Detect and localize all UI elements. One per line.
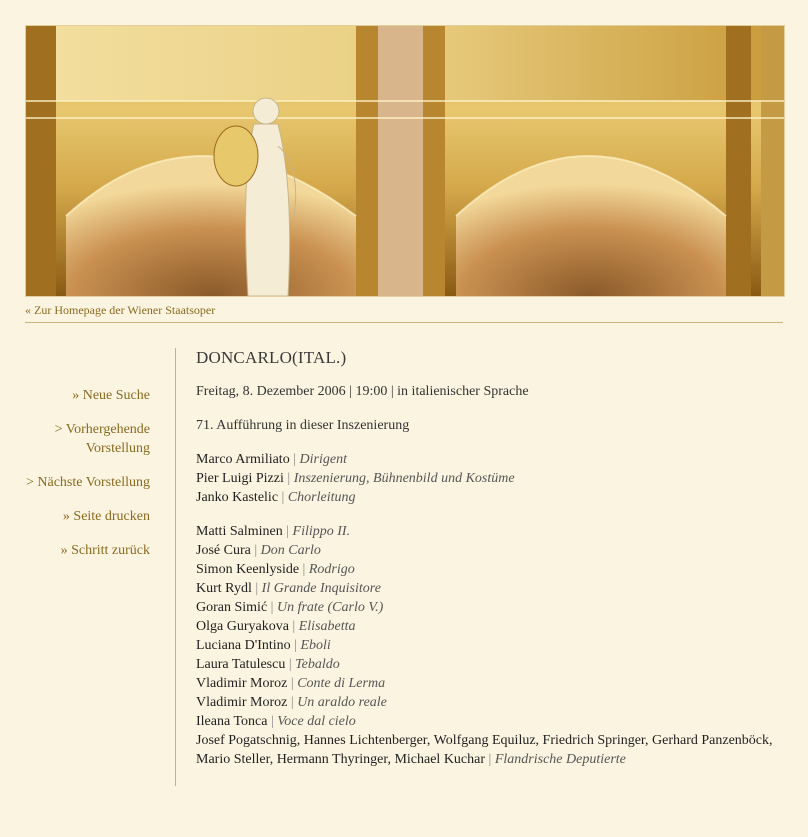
- separator: |: [285, 657, 296, 672]
- person-name: Marco Armiliato: [196, 452, 290, 467]
- cast-row: [196, 693, 776, 712]
- separator: |: [250, 543, 261, 558]
- team-row: [196, 488, 776, 507]
- header-banner-image: [25, 25, 785, 297]
- separator: |: [251, 581, 262, 596]
- performance-details: [196, 348, 776, 784]
- performance-date: Freitag, 8. Dezember 2006 | 19:00 | in italienischer Sprache: [196, 384, 529, 399]
- person-name: Vladimir Moroz: [196, 676, 288, 691]
- separator: |: [267, 714, 278, 729]
- person-name: Vladimir Moroz: [196, 695, 288, 710]
- cast-row: [196, 617, 776, 636]
- separator: |: [278, 490, 288, 505]
- person-name: Janko Kastelic: [196, 490, 279, 505]
- person-name: Matti Salminen: [196, 524, 283, 539]
- separator: |: [299, 562, 309, 577]
- cast-row: [196, 655, 776, 674]
- sidebar-item-next-performance[interactable]: > Nächste Vorstellung: [25, 475, 150, 490]
- separator: |: [287, 676, 298, 691]
- person-name: Kurt Rydl: [196, 581, 252, 596]
- sidebar-nav: [10, 386, 150, 575]
- person-name: Ileana Tonca: [196, 714, 268, 729]
- separator: |: [267, 600, 277, 615]
- production-team-list: [196, 450, 776, 507]
- cast-row: [196, 598, 776, 617]
- cast-row: [196, 636, 776, 655]
- separator: |: [282, 524, 293, 539]
- separator: |: [290, 638, 301, 653]
- person-name: Olga Guryakova: [196, 619, 289, 634]
- person-role: Un araldo reale: [297, 695, 387, 710]
- person-role: Eboli: [300, 638, 331, 653]
- page-title: DONCARLO(ITAL.): [196, 348, 347, 367]
- person-role: Rodrigo: [308, 562, 355, 577]
- person-role: Chorleitung: [287, 490, 356, 505]
- cast-row: [196, 522, 776, 541]
- team-row: [196, 469, 776, 488]
- separator: |: [288, 619, 299, 634]
- separator: |: [485, 752, 495, 767]
- person-name: Pier Luigi Pizzi: [196, 471, 284, 486]
- cast-row: [196, 541, 776, 560]
- homepage-link[interactable]: « Zur Homepage der Wiener Staatsoper: [25, 303, 216, 317]
- team-row: [196, 450, 776, 469]
- person-role: Inszenierung, Bühnenbild und Kostüme: [293, 471, 515, 486]
- person-name: Laura Tatulescu: [196, 657, 286, 672]
- divider-horizontal: [25, 322, 783, 323]
- cast-list: [196, 522, 776, 769]
- separator: |: [283, 471, 294, 486]
- person-role: Tebaldo: [295, 657, 340, 672]
- sidebar-item-new-search[interactable]: » Neue Suche: [72, 388, 150, 403]
- sidebar-item-step-back[interactable]: » Schritt zurück: [60, 543, 150, 558]
- cast-row: [196, 560, 776, 579]
- person-name: José Cura: [196, 543, 251, 558]
- person-role: Voce dal cielo: [277, 714, 356, 729]
- person-role: Filippo II.: [292, 524, 351, 539]
- divider-vertical: [175, 348, 176, 786]
- person-name: Josef Pogatschnig, Hannes Lichtenberger, Wolfgang Equiluz, Friedrich Springer, Gerhard Panzenböck, Mario Steller, Hermann Thyringer, Michael Kuchar: [196, 733, 773, 767]
- person-name: Goran Simić: [196, 600, 268, 615]
- sidebar-item-print-page[interactable]: » Seite drucken: [62, 509, 150, 524]
- person-role: Conte di Lerma: [297, 676, 386, 691]
- person-name: Luciana D'Intino: [196, 638, 291, 653]
- separator: |: [289, 452, 300, 467]
- opera-house-interior-image: [26, 26, 784, 296]
- cast-row: [196, 579, 776, 598]
- person-role: Flandrische Deputierte: [494, 752, 626, 767]
- person-role: Don Carlo: [260, 543, 321, 558]
- person-role: Dirigent: [299, 452, 347, 467]
- cast-row: [196, 674, 776, 693]
- sidebar-item-previous-performance[interactable]: > Vorhergehende Vorstellung: [54, 422, 150, 456]
- separator: |: [287, 695, 298, 710]
- performance-count: 71. Aufführung in dieser Inszenierung: [196, 418, 410, 433]
- cast-row: [196, 712, 776, 731]
- person-role: Il Grande Inquisitore: [261, 581, 381, 596]
- person-role: Un frate (Carlo V.): [276, 600, 384, 615]
- person-name: Simon Keenlyside: [196, 562, 300, 577]
- person-role: Elisabetta: [298, 619, 356, 634]
- cast-row: [196, 731, 776, 769]
